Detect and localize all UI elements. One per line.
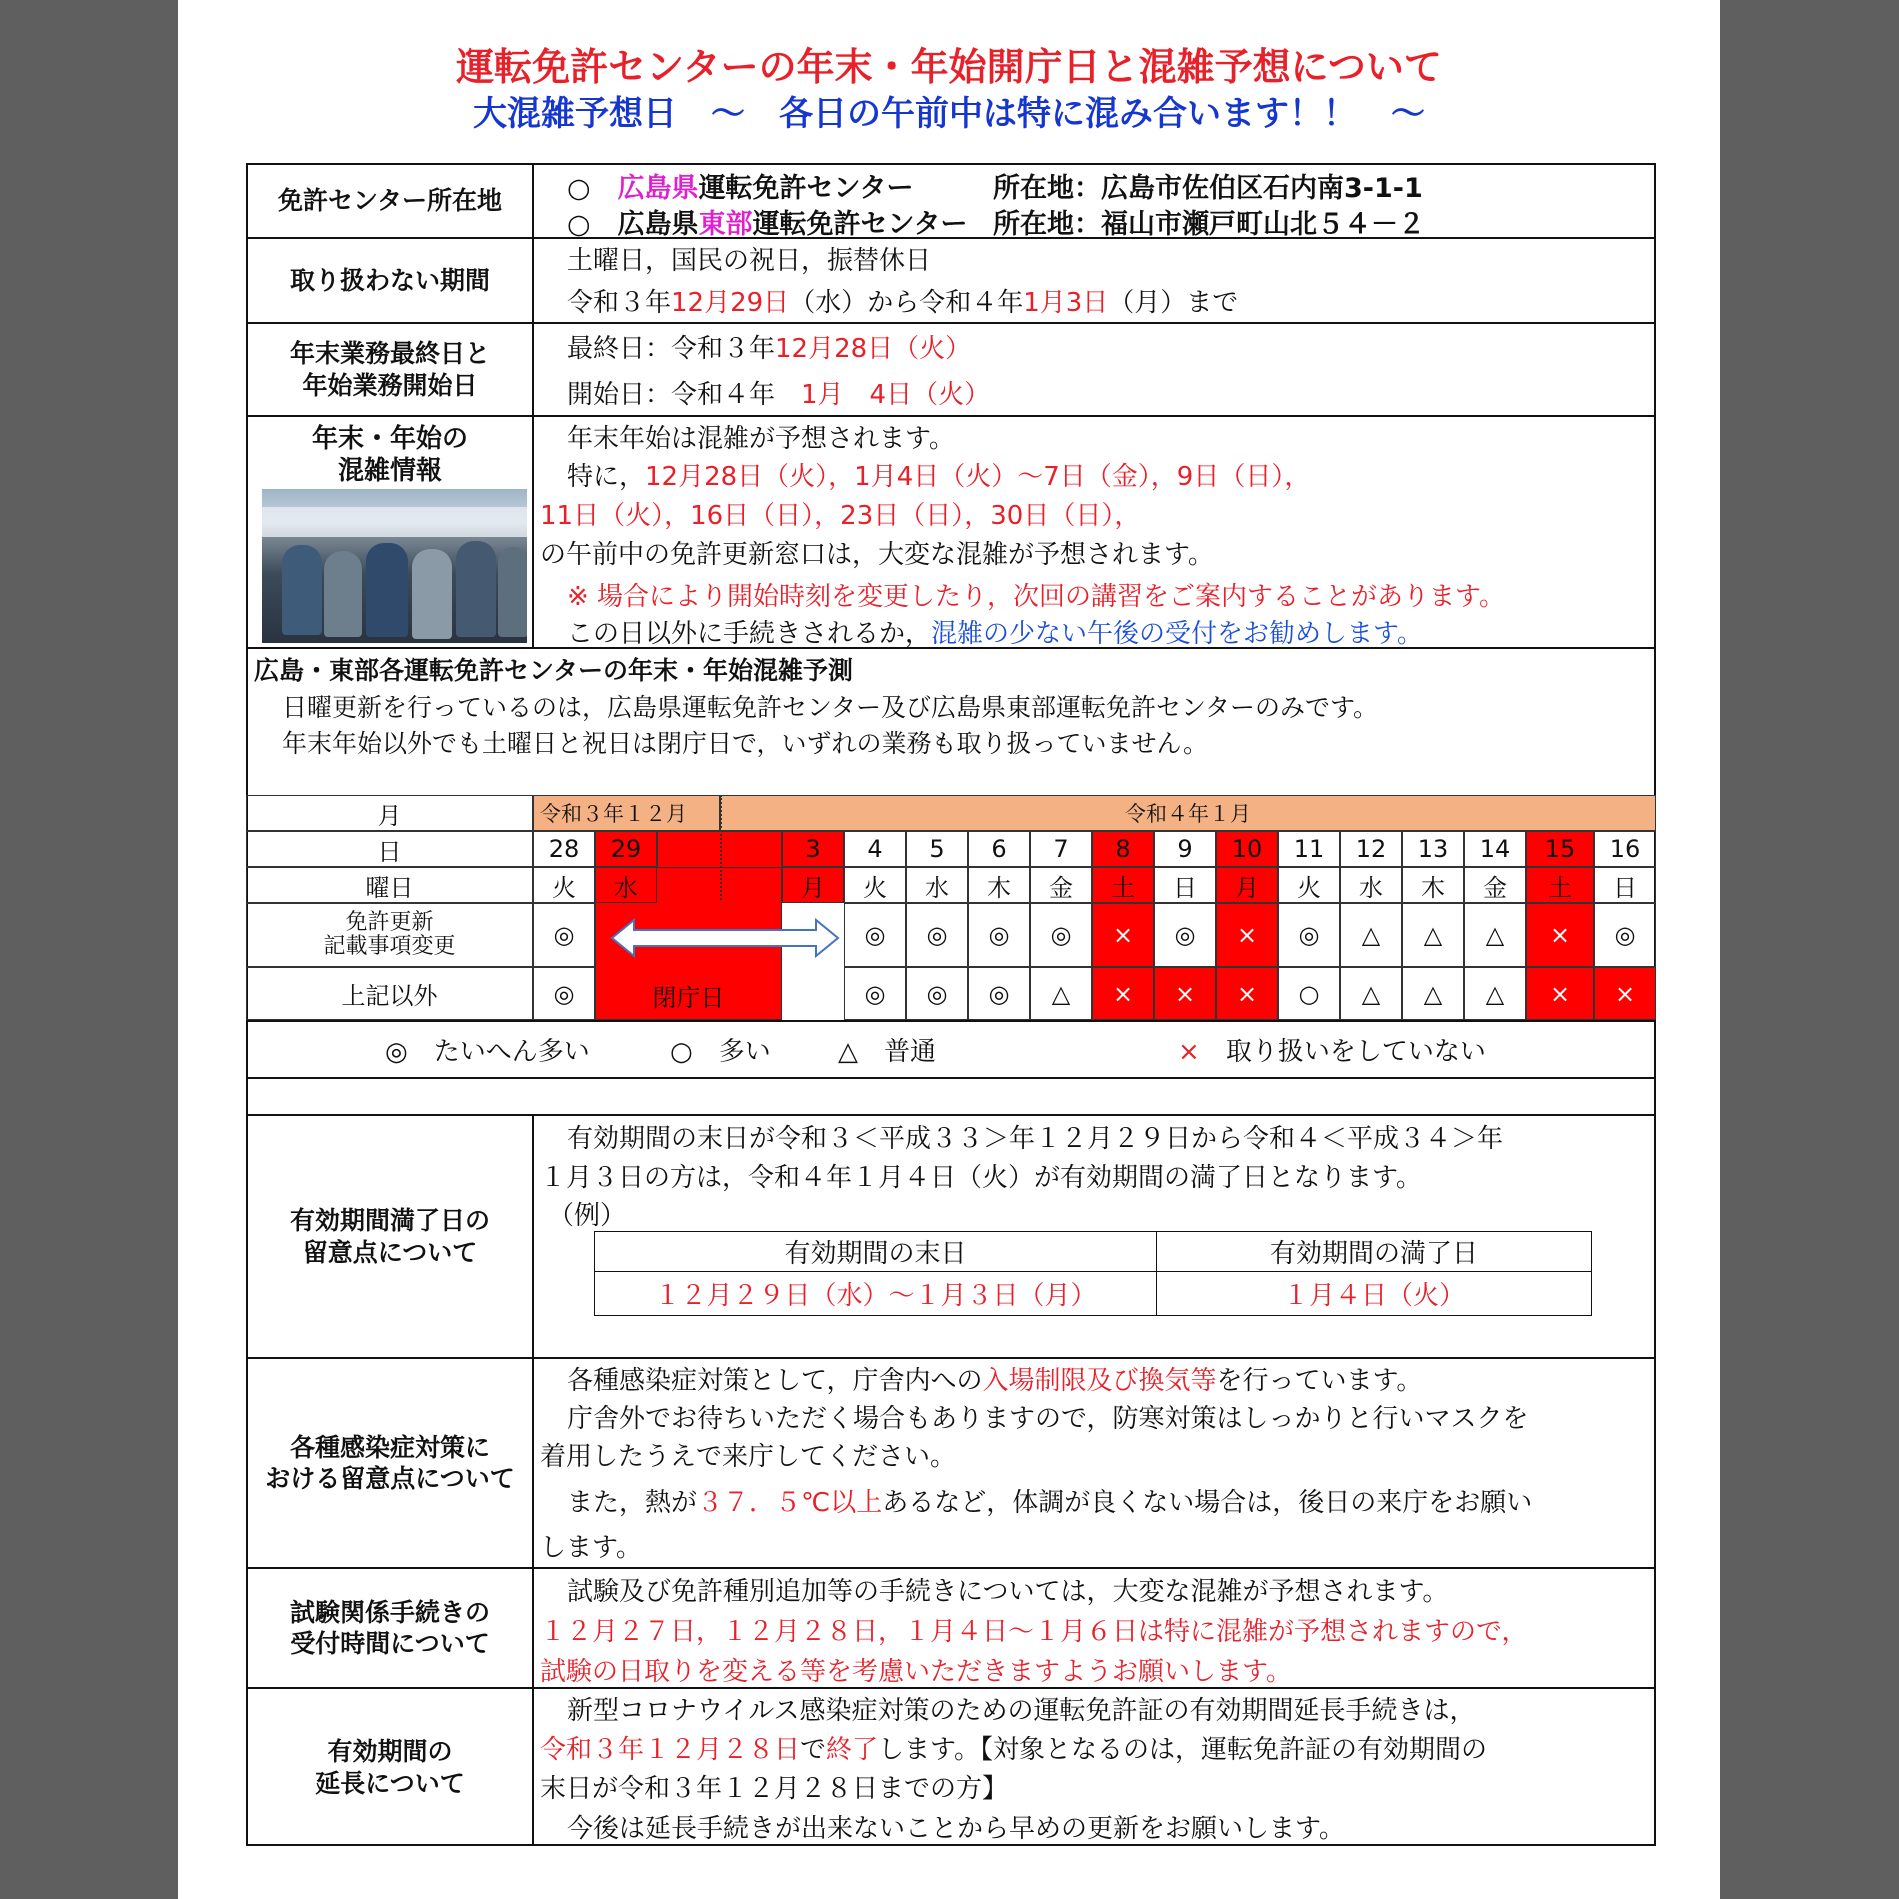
other-cell: △: [1030, 967, 1092, 1020]
day-cell: 14: [1464, 831, 1526, 867]
extension-line3: 末日が令和３年１２月２８日までの方】: [540, 1774, 1009, 1804]
weekday-cell: 土: [1526, 867, 1594, 903]
renewal-cell: ◎: [844, 903, 906, 967]
congestion-line3: 11日（火），16日（日），23日（日），30日（日），: [540, 501, 1141, 531]
weekday-cell: 火: [844, 867, 906, 903]
forecast-heading: 広島・東部各運転免許センターの年末・年始混雑予測: [254, 656, 854, 685]
other-cell: ◎: [968, 967, 1030, 1020]
weekday-cell: 月: [1216, 867, 1278, 903]
label-divider: [532, 163, 534, 648]
weekday-cell: 日: [1154, 867, 1216, 903]
forecast-line2: 年末年始以外でも土曜日と祝日は閉庁日で，いずれの業務も取り扱っていません。: [282, 729, 1209, 758]
day-cell: 10: [1216, 831, 1278, 867]
forecast-line1: 日曜更新を行っているのは，広島県運転免許センター及び広島県東部運転免許センターのみです。: [282, 693, 1379, 722]
closed-arrow-icon: [610, 918, 840, 958]
congestion-line6: この日以外に手続きされるか，混雑の少ない午後の受付をお勧めします。: [567, 619, 1423, 649]
day-cell: 12: [1340, 831, 1402, 867]
weekday-cell: 火: [1278, 867, 1340, 903]
weekday-cell: 水: [1340, 867, 1402, 903]
other-cell: ×: [1154, 967, 1216, 1020]
first-day: 開始日：令和４年 1月 4日（火）: [567, 380, 991, 410]
other-cell: ×: [1216, 967, 1278, 1020]
other-cell: ×: [1526, 967, 1594, 1020]
renewal-cell: ◎: [1030, 903, 1092, 967]
row-weekday-label: 曜日: [246, 867, 533, 903]
closed-days: 土曜日，国民の祝日，振替休日: [567, 246, 932, 276]
renewal-cell: △: [1464, 903, 1526, 967]
infection-line4: また，熱が３７．５℃以上あるなど，体調が良くない場合は，後日の来庁をお願い: [567, 1488, 1533, 1518]
legend-many: ○ 多い: [670, 1037, 771, 1067]
exam-label: 試験関係手続きの 受付時間について: [289, 1597, 490, 1658]
day-cell: 15: [1526, 831, 1594, 867]
day-cell: 29: [595, 831, 657, 867]
congestion-line1: 年末年始は混雑が予想されます。: [567, 424, 955, 454]
location-label: 免許センター所在地: [277, 186, 502, 216]
center-hiroshima: ○ 広島県運転免許センター: [567, 173, 914, 204]
month-jan: 令和４年１月: [720, 795, 1656, 831]
weekday-cell: 金: [1030, 867, 1092, 903]
other-cell: ×: [1594, 967, 1656, 1020]
weekday-cell: 木: [1402, 867, 1464, 903]
row-month-label: 月: [246, 795, 533, 831]
exam-line3: 試験の日取りを変える等を考慮いただきますようお願いします。: [540, 1657, 1292, 1687]
renewal-cell: ×: [1092, 903, 1154, 967]
congestion-line4: の午前中の免許更新窓口は，大変な混雑が予想されます。: [540, 540, 1214, 570]
day-cell: 11: [1278, 831, 1340, 867]
page-title: 運転免許センターの年末・年始開庁日と混雑予想について: [456, 45, 1442, 89]
example-td-expiry: １月４日（火）: [1156, 1271, 1592, 1316]
weekday-cell: 火: [533, 867, 595, 903]
day-cell: 16: [1594, 831, 1656, 867]
day-cell: 7: [1030, 831, 1092, 867]
closed-label: 閉庁日: [652, 984, 725, 1012]
day-cell: 13: [1402, 831, 1464, 867]
infection-line3: 着用したうえで来庁してください。: [540, 1442, 957, 1472]
day-cell: 5: [906, 831, 968, 867]
closed-period-label: 取り扱わない期間: [289, 265, 490, 295]
other-cell: ○: [1278, 967, 1340, 1020]
other-cell: ×: [1092, 967, 1154, 1020]
weekday-cell: 月: [782, 867, 844, 903]
exam-line2: １２月２７日，１２月２８日，１月４日～１月６日は特に混雑が予想されますので，: [540, 1617, 1528, 1647]
infection-line1: 各種感染症対策として，庁舎内への入場制限及び換気等を行っています。: [567, 1366, 1423, 1396]
last-day: 最終日：令和３年12月28日（火）: [567, 334, 972, 364]
renewal-cell: ◎: [1278, 903, 1340, 967]
day-cell: 3: [782, 831, 844, 867]
congestion-note: ※ 場合により開始時刻を変更したり，次回の講習をご案内することがあります。: [567, 582, 1505, 612]
infection-line2: 庁舎外でお待ちいただく場合もありますので，防寒対策はしっかりと行いマスクを: [567, 1404, 1529, 1434]
expiry-line2: １月３日の方は，令和４年１月４日（火）が有効期間の満了日となります。: [540, 1163, 1422, 1193]
day-cell: 8: [1092, 831, 1154, 867]
infection-line5: します。: [540, 1533, 642, 1563]
example-th-expiry: 有効期間の満了日: [1156, 1231, 1592, 1272]
renewal-cell: ◎: [1154, 903, 1216, 967]
other-cell: △: [1340, 967, 1402, 1020]
row-other-label: 上記以外: [246, 967, 533, 1020]
legend-normal: △ 普通: [838, 1037, 937, 1067]
address-east: 所在地：福山市瀬戸町山北５４－２: [993, 209, 1425, 240]
renewal-cell: ◎: [906, 903, 968, 967]
other-cell: △: [1402, 967, 1464, 1020]
crowd-photo: [262, 489, 527, 643]
row-renewal-label: 免許更新 記載事項変更: [246, 903, 533, 967]
month-dec: 令和３年１２月: [533, 795, 720, 831]
renewal-cell: ×: [1526, 903, 1594, 967]
address-hiroshima: 所在地：広島市佐伯区石内南3-1-1: [993, 173, 1423, 204]
day-cell: 6: [968, 831, 1030, 867]
legend-very-many: ◎ たいへん多い: [385, 1037, 590, 1067]
closed-range: 令和３年12月29日（水）から令和４年1月3日（月）まで: [567, 288, 1239, 318]
weekday-cell: 日: [1594, 867, 1656, 903]
day-cell: 4: [844, 831, 906, 867]
legend-none: × 取り扱いをしていない: [1178, 1037, 1486, 1067]
extension-line4: 今後は延長手続きが出来ないことから早めの更新をお願いします。: [567, 1814, 1345, 1844]
label-divider-lower: [532, 1114, 534, 1846]
other-cell: △: [1464, 967, 1526, 1020]
congestion-line2: 特に，12月28日（火），1月4日（火）～7日（金），9日（日），: [567, 462, 1311, 492]
example-th-last-day: 有効期間の末日: [594, 1231, 1157, 1272]
exam-line1: 試験及び免許種別追加等の手続きについては，大変な混雑が予想されます。: [567, 1577, 1449, 1607]
expiry-example: （例）: [548, 1201, 627, 1231]
example-td-range: １２月２９日（水）～１月３日（月）: [594, 1271, 1157, 1316]
expiry-line1: 有効期間の末日が令和３＜平成３３＞年１２月２９日から令和４＜平成３４＞年: [567, 1124, 1504, 1154]
infection-label: 各種感染症対策に おける留意点について: [265, 1432, 515, 1493]
day-cell: 28: [533, 831, 595, 867]
year-divider: [720, 795, 722, 900]
weekday-cell: 金: [1464, 867, 1526, 903]
extension-line2: 令和３年１２月２８日で終了します。【対象となるのは，運転免許証の有効期間の: [540, 1735, 1487, 1765]
renewal-cell: ×: [1216, 903, 1278, 967]
weekday-cell: 水: [595, 867, 657, 903]
renewal-cell: △: [1340, 903, 1402, 967]
renewal-cell: ◎: [533, 903, 595, 967]
other-cell: ◎: [906, 967, 968, 1020]
congestion-label: 年末・年始の 混雑情報: [311, 423, 468, 486]
extension-line1: 新型コロナウイルス感染症対策のための運転免許証の有効期間延長手続きは，: [567, 1696, 1476, 1726]
day-cell: 9: [1154, 831, 1216, 867]
row-day-label: 日: [246, 831, 533, 867]
extension-label: 有効期間の 延長について: [315, 1737, 465, 1798]
other-cell: ◎: [844, 967, 906, 1020]
renewal-cell: ◎: [1594, 903, 1656, 967]
other-cell: ◎: [533, 967, 595, 1020]
business-days-label: 年末業務最終日と 年始業務開始日: [289, 339, 490, 400]
weekday-cell: 木: [968, 867, 1030, 903]
page-subtitle: 大混雑予想日 ～ 各日の午前中は特に混み合います！！ ～: [473, 94, 1425, 134]
weekday-cell: 土: [1092, 867, 1154, 903]
weekday-cell: 水: [906, 867, 968, 903]
center-east: ○ 広島県東部運転免許センター: [567, 209, 968, 240]
renewal-cell: ◎: [968, 903, 1030, 967]
renewal-cell: △: [1402, 903, 1464, 967]
expiry-label: 有効期間満了日の 留意点について: [289, 1206, 490, 1267]
